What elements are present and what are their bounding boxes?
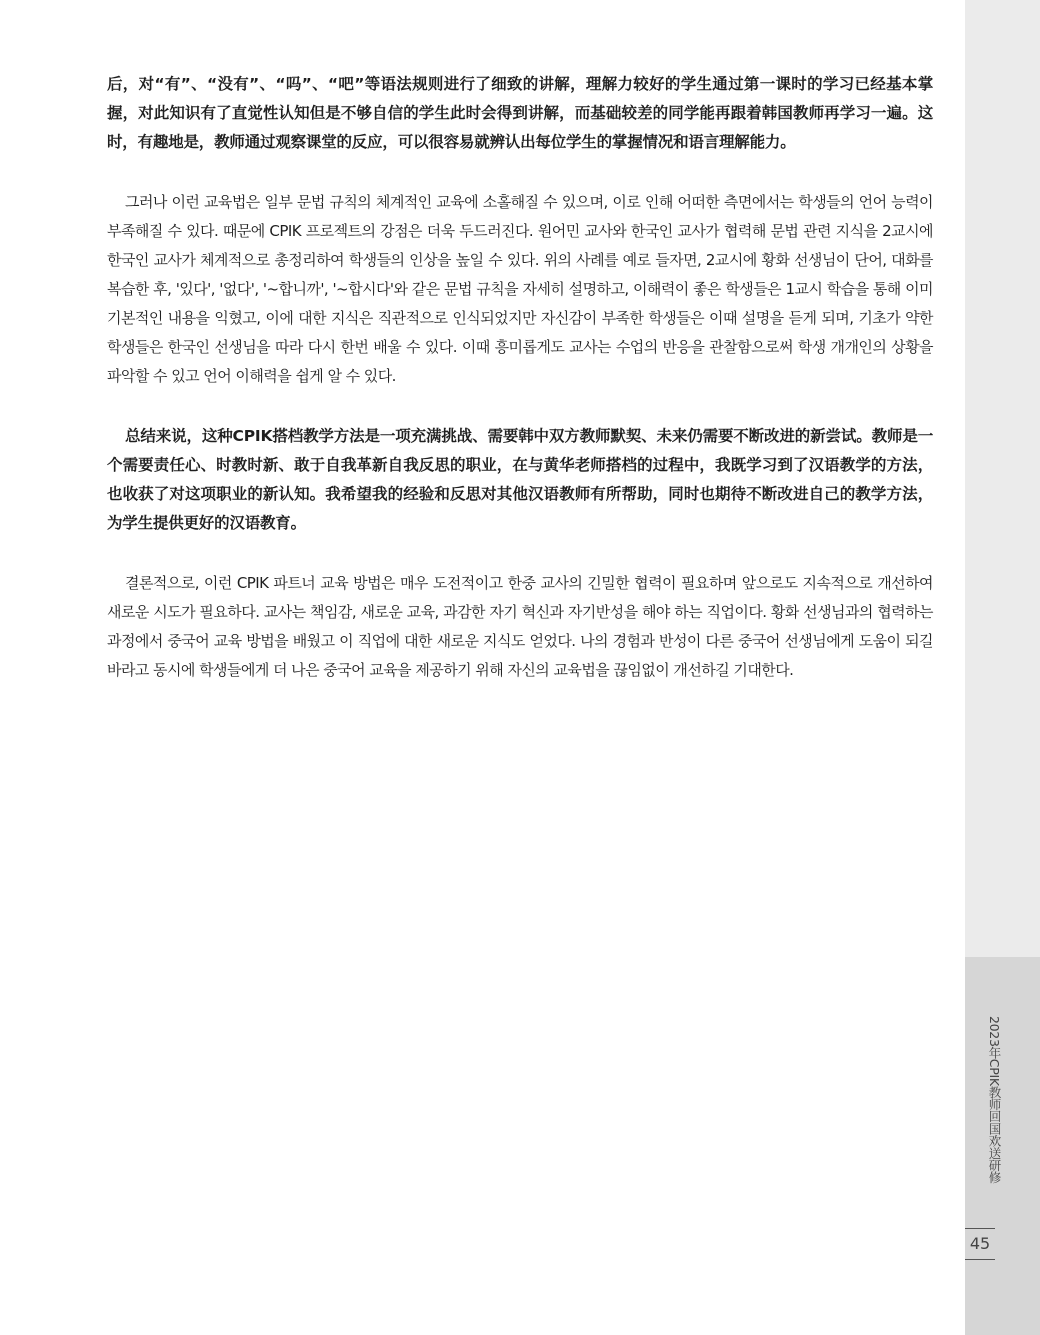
running-title: 2023年CPIK教师回国欢送研修	[987, 1016, 1002, 1184]
paragraph-zh-2: 总结来说，这种CPIK搭档教学方法是一项充满挑战、需要韩中双方教师默契、未来仍需要不断改进的新尝试。教师是一个需要责任心、时教时新、敢于自我革新自我反思的职业，在与黄华老师搭档的过程中，我既学习到了汉语教学的方法，也收获了对这项职业的新认知。我希望我的经验和反思对其他汉语教师有所帮助，同时也期待不断改进自己的教学方法，为学生提供更好的汉语教育。	[107, 427, 933, 532]
article-body	[107, 70, 933, 685]
paragraph-ko-2: 결론적으로, 이런 CPIK 파트너 교육 방법은 매우 도전적이고 한중 교사의 긴밀한 협력이 필요하며 앞으로도 지속적으로 개선하여 새로운 시도가 필요하다. 교사는 책임감, 새로운 교육, 과감한 자기 혁신과 자기반성을 해야 하는 직업이다. 황화 선생님과의 협력하는 과정에서 중국어 교육 방법을 배웠고 이 직업에 대한 새로운 지식도 얻었다. 나의 경험과 반성이 다른 중국어 선생님에게 도움이 되길 바라고 동시에 학생들에게 더 나은 중국어 교육을 제공하기 위해 자신의 교육법을 끊임없이 개선하길 기대한다.	[107, 574, 933, 679]
page-number: 45	[969, 1234, 991, 1253]
paragraph-zh-1: 后，对“有”、“没有”、“吗”、“吧”等语法规则进行了细致的讲解，理解力较好的学生通过第一课时的学习已经基本掌握，对此知识有了直觉性认知但是不够自信的学生此时会得到讲解，而基础较差的同学能再跟着韩国教师再学习一遍。这时，有趣地是，教师通过观察课堂的反应，可以很容易就辨认出每位学生的掌握情况和语言理解能力。	[107, 75, 933, 151]
page-sidebar	[965, 0, 1040, 1335]
paragraph-ko-1: 그러나 이런 교육법은 일부 문법 규칙의 체계적인 교육에 소홀해질 수 있으며, 이로 인해 어떠한 측면에서는 학생들의 언어 능력이 부족해질 수 있다. 때문에 CPIK 프로젝트의 강점은 더욱 두드러진다. 원어민 교사와 한국인 교사가 협력해 문법 관련 지식을 2교시에 한국인 교사가 체계적으로 총정리하여 학생들의 인상을 높일 수 있다. 위의 사례를 예로 들자면, 2교시에 황화 선생님이 단어, 대화를 복습한 후, '있다', '없다', '~합니까', '~합시다'와 같은 문법 규칙을 자세히 설명하고, 이해력이 좋은 학생들은 1교시 학습을 통해 이미 기본적인 내용을 익혔고, 이에 대한 지식은 직관적으로 인식되었지만 자신감이 부족한 학생들은 이때 설명을 듣게 되며, 기초가 약한 학생들은 한국인 선생님을 따라 다시 한번 배울 수 있다. 이때 흥미롭게도 교사는 수업의 반응을 관찰함으로써 학생 개개인의 상황을 파악할 수 있고 언어 이해력을 쉽게 알 수 있다.	[107, 193, 933, 385]
page-number-bottom-rule	[965, 1259, 995, 1260]
page-number-top-rule	[965, 1228, 995, 1229]
